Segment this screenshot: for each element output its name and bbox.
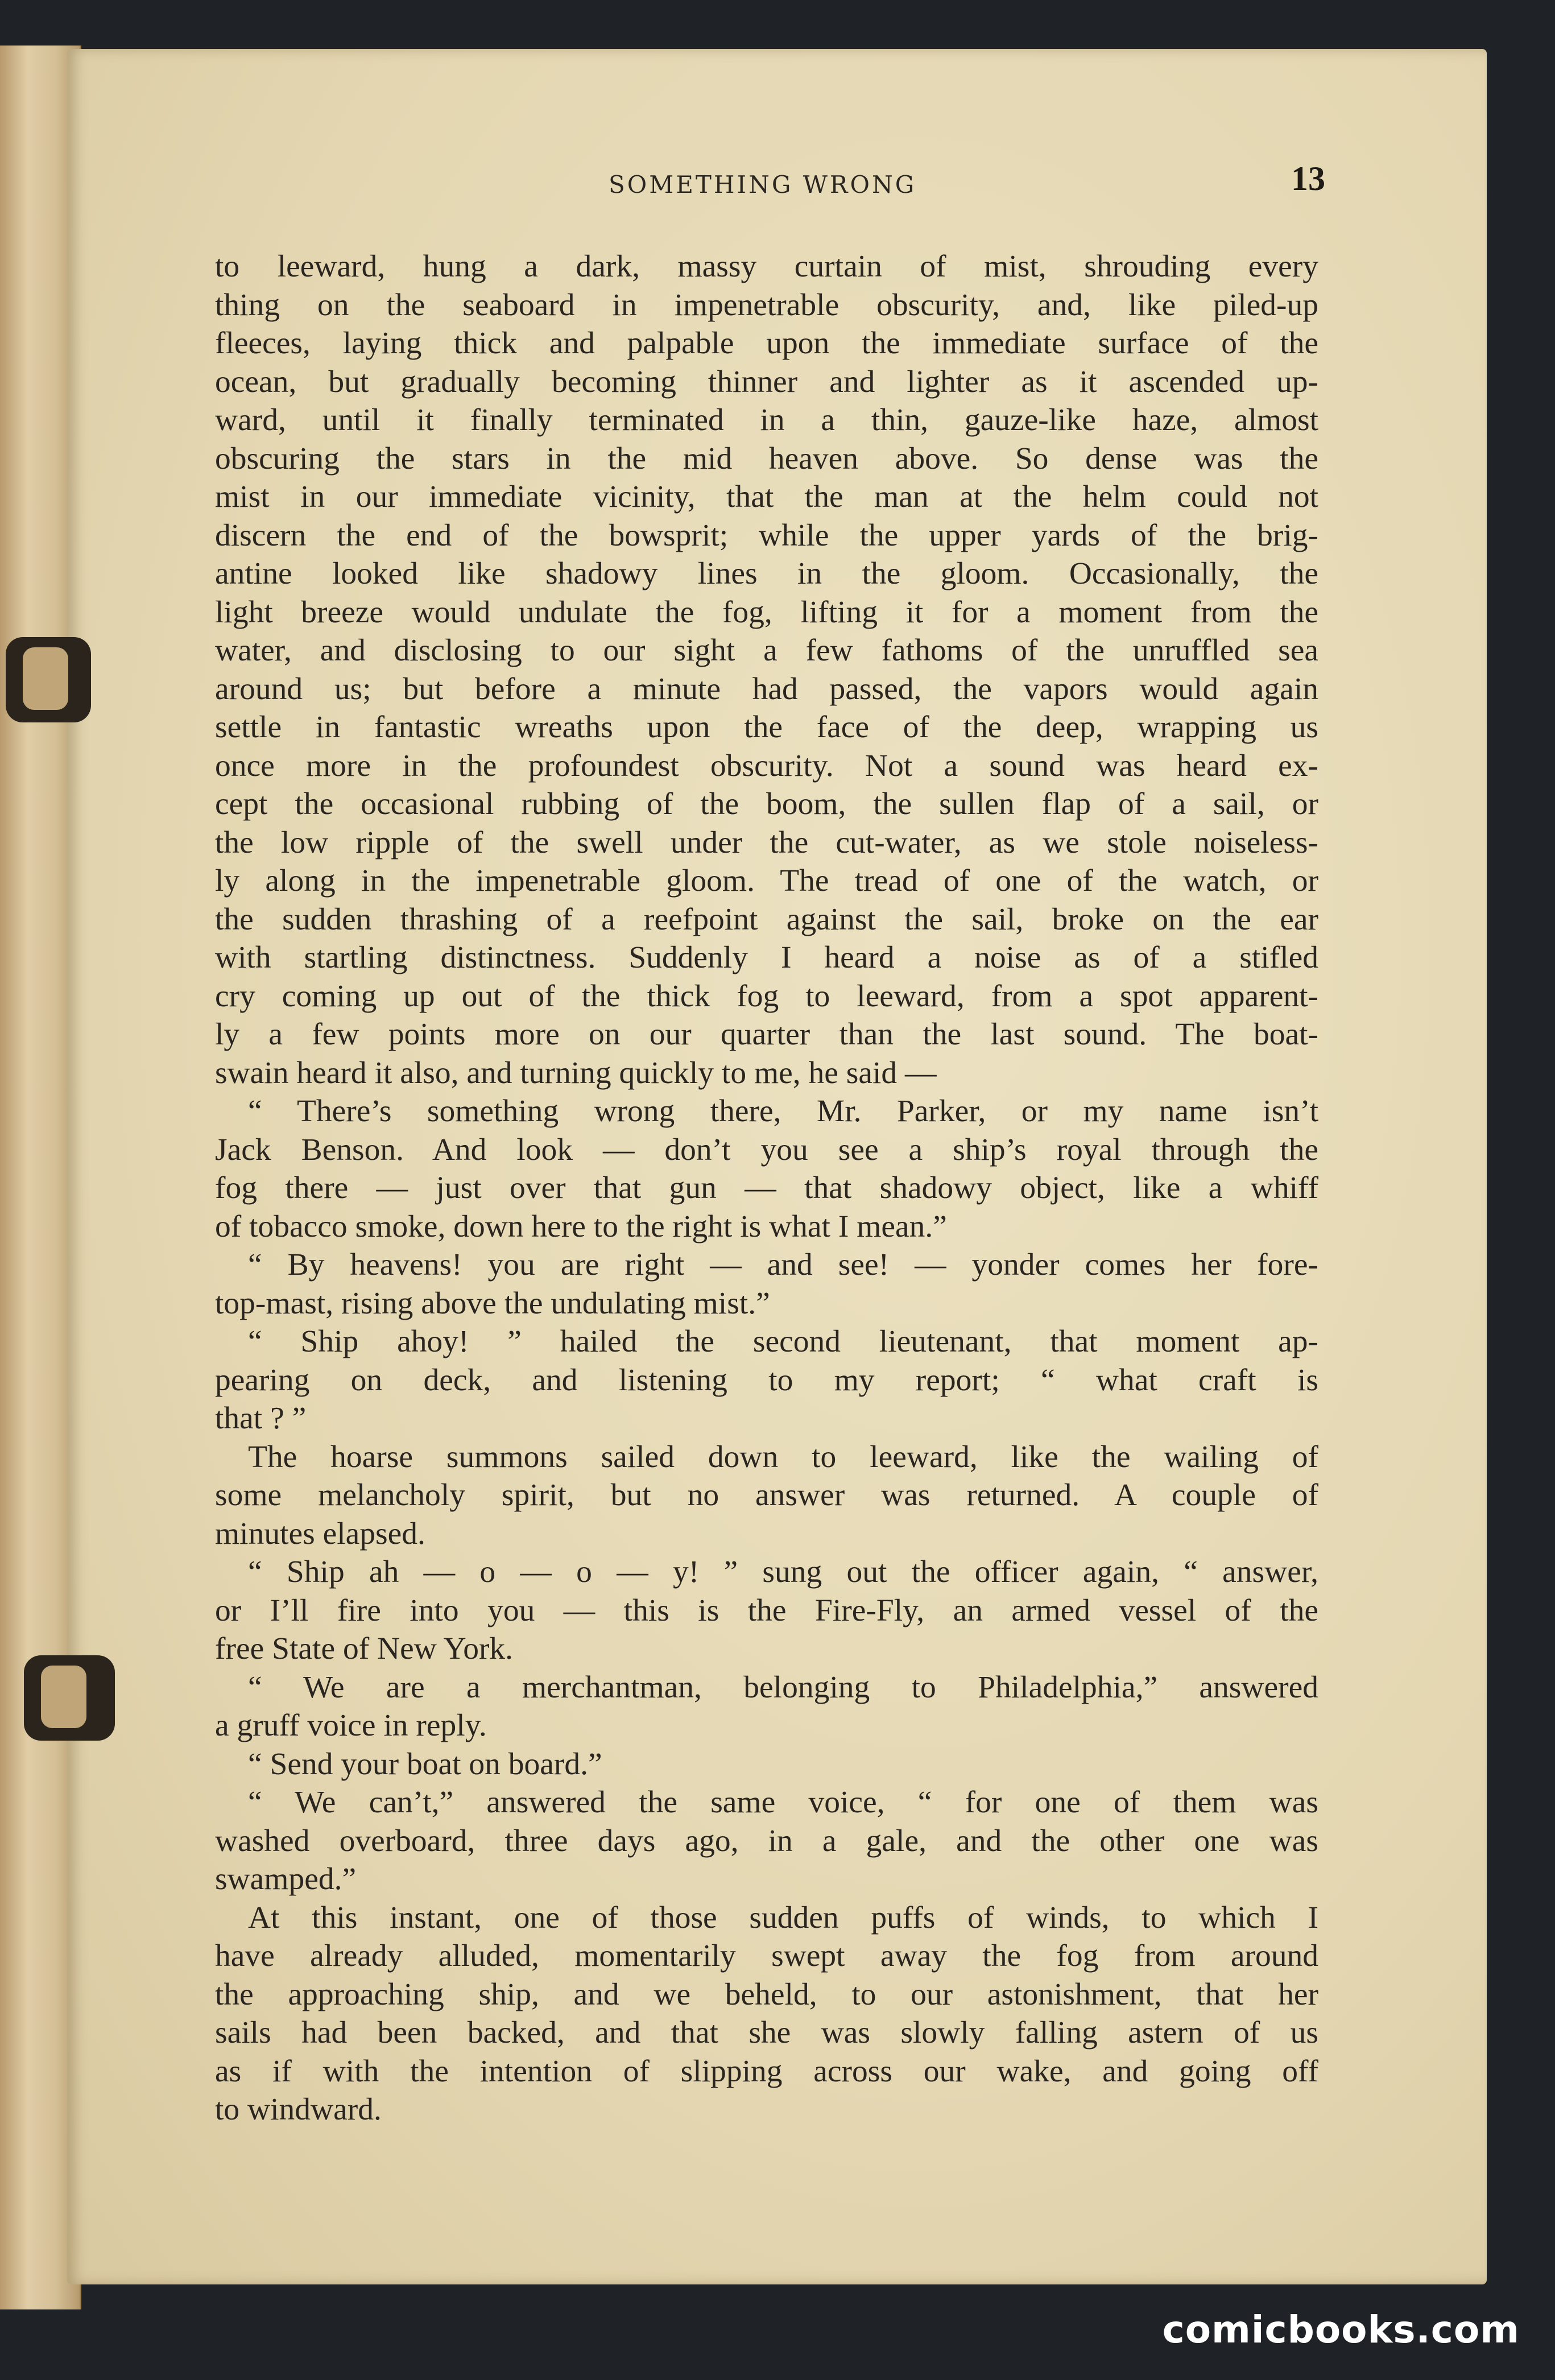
text-line: free State of New York. xyxy=(215,1631,514,1666)
running-head: SOMETHING WRONG xyxy=(609,171,917,199)
body-text xyxy=(215,247,1318,2129)
text-line: thing on the seaboard in impenetrable obscurity, and, like piled-up xyxy=(215,287,1318,323)
text-line: water, and disclosing to our sight a few fathoms of the unruffled sea xyxy=(215,633,1318,668)
text-line: mist in our immediate vicinity, that the man at the helm could not xyxy=(215,480,1318,514)
text-line: cry coming up out of the thick fog to leeward, from a spot apparent- xyxy=(215,978,1318,1014)
text-line: the approaching ship, and we beheld, to our astonishment, that her xyxy=(215,1977,1318,2012)
text-line: ly a few points more on our quarter than the last sound. The boat- xyxy=(215,1017,1318,1052)
text-line: “ We are a merchantman, belonging to Philadelphia,” answered xyxy=(248,1670,1318,1705)
text-line: “ There’s something wrong there, Mr. Parker, or my name isn’t xyxy=(248,1094,1318,1129)
text-line: to windward. xyxy=(215,2092,382,2127)
text-line: ocean, but gradually becoming thinner and lighter as it ascended up- xyxy=(215,364,1318,399)
text-line: swamped.” xyxy=(215,1862,357,1896)
text-line: swain heard it also, and turning quickly to me, he said — xyxy=(215,1055,937,1090)
site-watermark: comicbooks.com xyxy=(1162,2308,1520,2352)
text-line: minutes elapsed. xyxy=(215,1516,425,1551)
text-line: At this instant, one of those sudden puffs of winds, to which I xyxy=(248,1900,1318,1935)
text-line: cept the occasional rubbing of the boom, the sullen flap of a sail, or xyxy=(215,787,1318,821)
text-line: or I’ll fire into you — this is the Fire-Fly, an armed vessel of the xyxy=(215,1593,1318,1628)
text-line: as if with the intention of slipping across our wake, and going off xyxy=(215,2053,1318,2089)
text-line: obscuring the stars in the mid heaven above. So dense was the xyxy=(215,441,1318,476)
text-line: “ Send your boat on board.” xyxy=(248,1746,602,1782)
text-line: with startling distinctness. Suddenly I heard a noise as of a stifled xyxy=(215,940,1318,975)
text-line: light breeze would undulate the fog, lifting it for a moment from the xyxy=(215,594,1318,630)
text-line: have already alluded, momentarily swept away the fog from around xyxy=(215,1939,1318,1973)
text-line: that ? ” xyxy=(215,1401,307,1436)
text-line: ward, until it finally terminated in a thin, gauze-like haze, almost xyxy=(215,403,1318,437)
page-header xyxy=(216,154,1325,216)
binding-tab-bottom xyxy=(24,1655,115,1741)
text-line: discern the end of the bowsprit; while the upper yards of the brig- xyxy=(215,518,1318,553)
text-line: the low ripple of the swell under the cut-water, as we stole noiseless- xyxy=(215,825,1318,860)
text-line: The hoarse summons sailed down to leeward, like the wailing of xyxy=(248,1439,1318,1474)
text-line: settle in fantastic wreaths upon the face of the deep, wrapping us xyxy=(215,710,1318,745)
text-line: the sudden thrashing of a reefpoint against the sail, broke on the ear xyxy=(215,902,1318,937)
text-line: some melancholy spirit, but no answer was returned. A couple of xyxy=(215,1478,1318,1513)
text-line: ly along in the impenetrable gloom. The tread of one of the watch, or xyxy=(215,863,1318,898)
text-line: top-mast, rising above the undulating mist.” xyxy=(215,1286,770,1321)
text-line: once more in the profoundest obscurity. Not a sound was heard ex- xyxy=(215,748,1318,783)
text-line: “ By heavens! you are right — and see! — yonder comes her fore- xyxy=(248,1247,1318,1282)
text-line: of tobacco smoke, down here to the right is what I mean.” xyxy=(215,1209,947,1244)
text-line: pearing on deck, and listening to my report; “ what craft is xyxy=(215,1362,1318,1398)
text-line: “ Ship ahoy! ” hailed the second lieutenant, that moment ap- xyxy=(248,1324,1318,1359)
text-line: sails had been backed, and that she was slowly falling astern of us xyxy=(215,2015,1318,2050)
binding-tab-top xyxy=(6,637,91,722)
text-line: “ We can’t,” answered the same voice, “ for one of them was xyxy=(248,1785,1318,1820)
text-line: a gruff voice in reply. xyxy=(215,1708,487,1743)
text-line: Jack Benson. And look — don’t you see a ship’s royal through the xyxy=(215,1132,1318,1167)
text-line: to leeward, hung a dark, massy curtain of mist, shrouding every xyxy=(215,249,1318,284)
page-number: 13 xyxy=(1291,160,1325,197)
text-line: antine looked like shadowy lines in the gloom. Occasionally, the xyxy=(215,556,1318,591)
text-line: fog there — just over that gun — that shadowy object, like a whiff xyxy=(215,1171,1318,1205)
text-line: around us; but before a minute had passed, the vapors would again xyxy=(215,671,1318,706)
text-line: “ Ship ah — o — o — y! ” sung out the officer again, “ answer, xyxy=(248,1555,1318,1589)
text-line: washed overboard, three days ago, in a gale, and the other one was xyxy=(215,1823,1318,1858)
text-line: fleeces, laying thick and palpable upon the immediate surface of the xyxy=(215,326,1318,361)
